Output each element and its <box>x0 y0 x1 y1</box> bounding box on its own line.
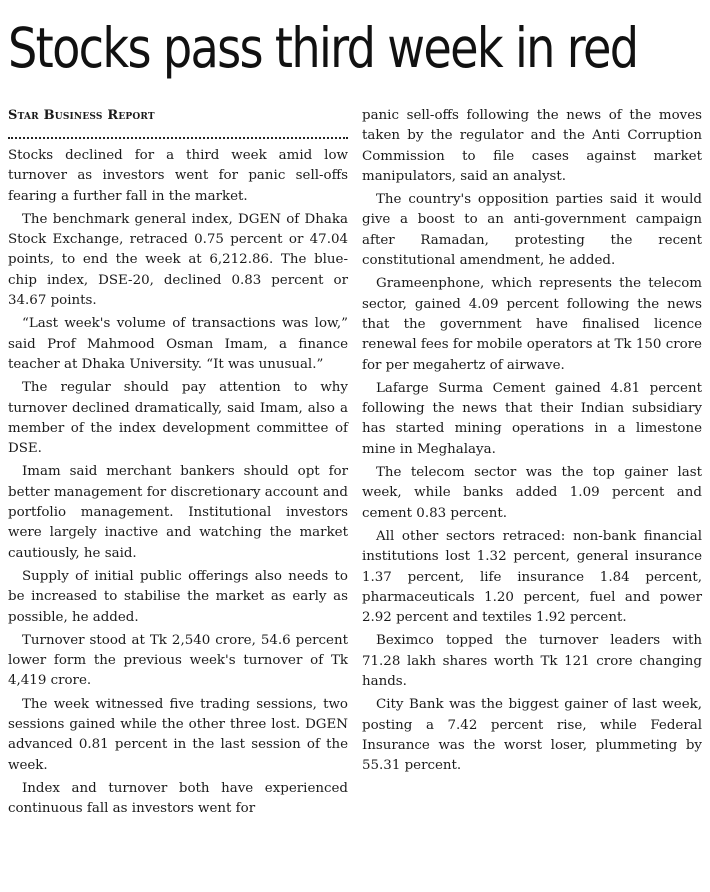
paragraph: Index and turnover both have experienced continuous fall as investors went for <box>8 780 348 817</box>
paragraph-continued: panic sell-offs following the news of the moves taken by the regulator and the Anti Corruption Commission to file cases against market manipulators, said an analyst. <box>362 108 702 184</box>
byline: Star Business Report <box>8 108 155 123</box>
paragraph: Stocks declined for a third week amid low turnover as investors went for panic sell-offs fearing a further fall in the market. <box>8 148 348 204</box>
paragraph: Imam said merchant bankers should opt for better management for discretionary account and portfolio management. Institutional investors were largely inactive and watching the market cautiously, he said. <box>8 464 348 561</box>
left-column <box>8 106 348 823</box>
paragraph: The country's opposition parties said it would give a boost to an anti-government campaign after Ramadan, protesting the recent constitutional amendment, he added. <box>362 192 702 269</box>
paragraph: All other sectors retraced: non-bank financial institutions lost 1.32 percent, general insurance 1.37 percent, life insurance 1.84 percent, pharmaceuticals 1.20 percent, fuel and power 2.92 percent and textiles 1.92 percent. <box>362 528 702 626</box>
paragraph: Beximco topped the turnover leaders with 71.28 lakh shares worth Tk 121 crore changing hands. <box>362 633 702 690</box>
paragraph: Supply of initial public offerings also needs to be increased to stabilise the market as early as possible, he added. <box>8 568 348 625</box>
paragraph: Grameenphone, which represents the telecom sector, gained 4.09 percent following the news that the government have finalised licence renewal fees for mobile operators at Tk 150 crore for per megahertz of airwave. <box>362 276 702 373</box>
right-column <box>362 106 702 780</box>
paragraph: The week witnessed five trading sessions, two sessions gained while the other three lost. DGEN advanced 0.81 percent in the last session of the week. <box>8 696 348 773</box>
paragraph: Lafarge Surma Cement gained 4.81 percent following the news that their Indian subsidiary has started mining operations in a limestone mine in Meghalaya. <box>362 380 702 457</box>
paragraph: City Bank was the biggest gainer of last week, posting a 7.42 percent rise, while Federal Insurance was the worst loser, plummeting by 55.31 percent. <box>362 697 702 774</box>
paragraph: The regular should pay attention to why turnover declined dramatically, said Imam, also a member of the index development committee of DSE. <box>8 380 348 457</box>
dotted-divider <box>8 137 348 139</box>
paragraph: “Last week's volume of transactions was low,” said Prof Mahmood Osman Imam, a finance teacher at Dhaka University. “It was unusual.” <box>8 316 348 372</box>
headline: Stocks pass third week in red <box>8 16 638 80</box>
paragraph: The benchmark general index, DGEN of Dhaka Stock Exchange, retraced 0.75 percent or 47.04 points, to end the week at 6,212.86. The blue-chip index, DSE-20, declined 0.83 percent or 34.67 points. <box>8 211 348 309</box>
paragraph: The telecom sector was the top gainer last week, while banks added 1.09 percent and cement 0.83 percent. <box>362 465 702 521</box>
paragraph: Turnover stood at Tk 2,540 crore, 54.6 percent lower form the previous week's turnover of Tk 4,419 crore. <box>8 632 348 689</box>
